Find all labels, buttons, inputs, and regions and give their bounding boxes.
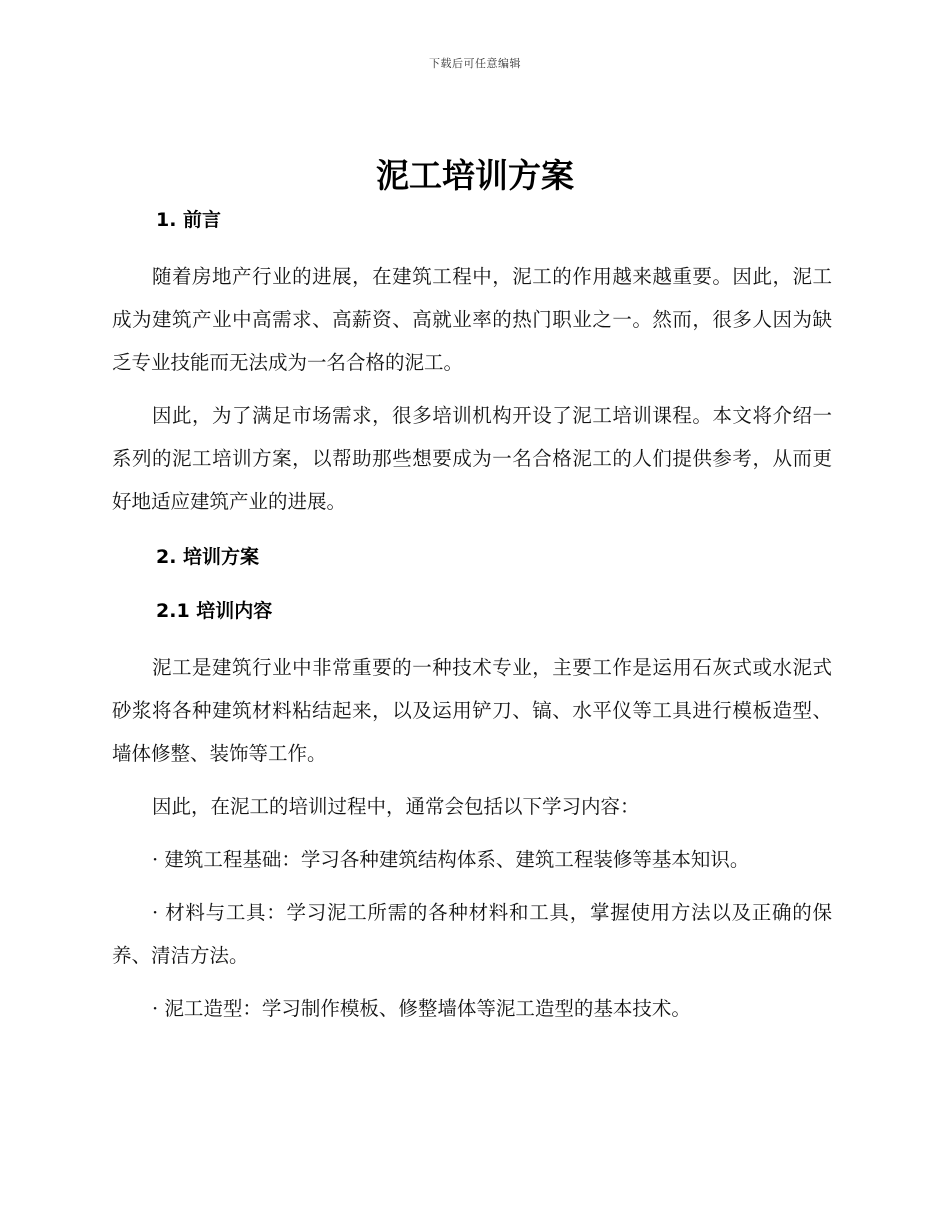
header-note: 下载后可任意编辑 [429,57,521,70]
bullet-item: · 泥工造型：学习制作模板、修整墙体等泥工造型的基本技术。 [152,997,691,1020]
subsection-heading-content: 2.1 培训内容 [156,600,273,622]
bullet-item: · 材料与工具：学习泥工所需的各种材料和工具，掌握使用方法以及正确的保养、清洁方法。 [112,901,832,967]
section-heading-preface: 1. 前言 [156,209,222,231]
paragraph: 因此，为了满足市场需求，很多培训机构开设了泥工培训课程。本文将介绍一系列的泥工培训方案，以帮助那些想要成为一名合格泥工的人们提供参考，从而更好地适应建筑产业的进展。 [112,404,832,513]
document-body [112,204,832,1030]
section-heading-plan: 2. 培训方案 [156,546,260,568]
paragraph: 泥工是建筑行业中非常重要的一种技术专业，主要工作是运用石灰式或水泥式砂浆将各种建筑材料粘结起来，以及运用铲刀、镐、水平仪等工具进行模板造型、墙体修整、装饰等工作。 [112,656,832,765]
document-title: 泥工培训方案 [376,156,574,195]
bullet-item: · 建筑工程基础：学习各种建筑结构体系、建筑工程装修等基本知识。 [152,848,750,871]
paragraph: 随着房地产行业的进展，在建筑工程中，泥工的作用越来越重要。因此，泥工成为建筑产业中高需求、高薪资、高就业率的热门职业之一。然而，很多人因为缺乏专业技能而无法成为一名合格的泥工。 [112,265,832,374]
paragraph: 因此，在泥工的培训过程中，通常会包括以下学习内容： [152,795,640,818]
